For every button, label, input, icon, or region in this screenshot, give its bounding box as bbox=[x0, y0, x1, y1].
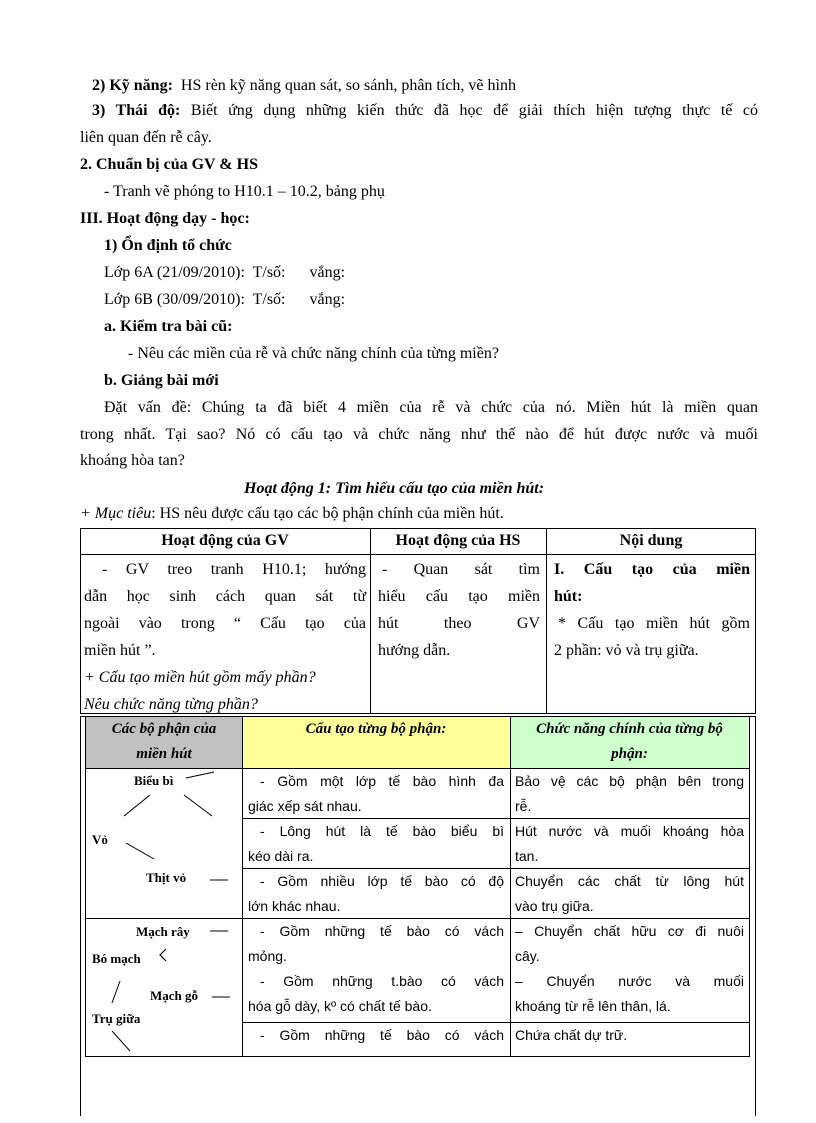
label-mach-ray: Mạch rây bbox=[136, 924, 190, 939]
intro-paragraph bbox=[80, 395, 758, 475]
bieu-bi-pointer bbox=[186, 772, 214, 778]
row5-function: Chứa chất dự trữ. bbox=[515, 1027, 628, 1043]
skills-text: HS rèn kỹ năng quan sát, so sánh, phân tích, vẽ hình bbox=[180, 77, 516, 94]
row3-structure: - Gồm nhiều lớp tế bào có độ lớn khác nhau. bbox=[248, 873, 504, 914]
intro-line-2: trong nhất. Tại sao? Nó có cấu tạo và chức năng như thế nào để hút được nước và muối bbox=[80, 425, 758, 443]
activity1-title: Hoạt động 1: Tìm hiểu cấu tạo của miền hút: bbox=[244, 480, 545, 497]
gv-question-1: + Cấu tạo miền hút gồm mấy phần? bbox=[84, 669, 316, 686]
vo-branch-right bbox=[184, 795, 212, 816]
activity-table bbox=[80, 528, 756, 714]
attitude-line-2: liên quan đến rễ cây. bbox=[80, 128, 212, 146]
row4-function: – Chuyển chất hữu cơ đi nuôi cây. – Chuyển nước và muối khoáng từ rễ lên thân, lá. bbox=[515, 923, 744, 1014]
attitude-label: 3) Thái độ: bbox=[92, 102, 181, 119]
row1-function: Bảo vệ các bộ phận bên trong rễ. bbox=[515, 773, 744, 814]
parts-header: Các bộ phận của miền hút bbox=[111, 721, 217, 762]
content-heading: I. Cấu tạo của miền bbox=[554, 561, 750, 578]
check-question: - Nêu các miền của rễ và chức năng chính của từng miền? bbox=[128, 345, 499, 362]
tru-giua-branch-down bbox=[112, 1031, 130, 1051]
row1-structure: - Gồm một lớp tế bào hình đa giác xếp sát nhau. bbox=[248, 773, 504, 814]
attitude-paragraph bbox=[80, 98, 758, 151]
header-gv: Hoạt động của GV bbox=[161, 532, 289, 549]
row4-structure: - Gồm những tế bào có vách mỏng. - Gồm những t.bào có vách hóa gỗ dày, kº có chất tế bào. bbox=[248, 923, 504, 1014]
label-vo: Vỏ bbox=[92, 832, 108, 847]
bo-mach-bracket bbox=[160, 949, 166, 961]
prep-heading: 2. Chuẩn bị của GV & HS bbox=[80, 156, 258, 173]
gv-activity: - GV treo tranh H10.1; hướng dẫn học sinh cách quan sát từ ngoài vào trong “ Cấu tạo của miền hút ”. + Cấu tạo miền hút gồm mấy phần? Nêu chức năng từng phần? bbox=[84, 556, 366, 718]
class-6b: Lớp 6B (30/09/2010): T/số: vắng: bbox=[104, 291, 346, 308]
class-6a: Lớp 6A (21/09/2010): T/số: vắng: bbox=[104, 264, 346, 281]
goal-label: + Mục tiêu bbox=[80, 505, 152, 522]
lesson-heading: b. Giảng bài mới bbox=[104, 372, 219, 389]
activities-heading: III. Hoạt động dạy - học: bbox=[80, 210, 250, 227]
intro-line-3: khoáng hòa tan? bbox=[80, 452, 185, 469]
structure-header: Cấu tạo từng bộ phận: bbox=[305, 721, 447, 737]
label-bieu-bi: Biểu bì bbox=[134, 773, 174, 788]
goal-text: : HS nêu được cấu tạo các bộ phận chính của miền hút. bbox=[151, 505, 504, 522]
goal-line bbox=[80, 504, 504, 524]
tru-giua-branch-up bbox=[112, 981, 120, 1003]
check-heading: a. Kiểm tra bài cũ: bbox=[104, 318, 233, 335]
header-hs: Hoạt động của HS bbox=[395, 532, 521, 549]
header-content: Nội dung bbox=[619, 532, 683, 549]
prep-item: - Tranh vẽ phóng to H10.1 – 10.2, bảng phụ bbox=[104, 183, 385, 200]
hs-activity: - Quan sát tìm hiểu cấu tạo miền hút theo GV hướng dẫn. bbox=[378, 561, 540, 659]
row2-structure: - Lông hút là tế bào biểu bì kéo dài ra. bbox=[248, 823, 504, 864]
row5-structure: - Gồm những tế bào có vách bbox=[260, 1027, 504, 1043]
function-header: Chức năng chính của từng bộ phận: bbox=[536, 721, 723, 762]
vo-branch-down bbox=[126, 843, 154, 859]
label-mach-go: Mạch gỗ bbox=[150, 988, 199, 1003]
skills-line bbox=[92, 76, 516, 96]
org-heading: 1) Ổn định tổ chức bbox=[104, 237, 232, 254]
content-cell: I. Cấu tạo của miền hút: * Cấu tạo miền hút gồm 2 phần: vỏ và trụ giữa. bbox=[554, 556, 750, 664]
label-bo-mach: Bó mạch bbox=[92, 951, 141, 966]
intro-line-1: Đặt vấn đề: Chúng ta đã biết 4 miền của rễ và chức của nó. Miền hút là miền quan bbox=[104, 399, 758, 416]
structure-table bbox=[80, 716, 756, 1116]
skills-label: 2) Kỹ năng: bbox=[92, 77, 173, 94]
gv-question-2: Nêu chức năng từng phần? bbox=[84, 696, 258, 713]
attitude-line-1: Biết ứng dụng những kiến thức đã học để giải thích hiện tượng thực tế có bbox=[190, 102, 759, 119]
vo-branch-up bbox=[124, 795, 150, 816]
label-thit-vo: Thịt vỏ bbox=[146, 870, 187, 885]
row3-function: Chuyển các chất từ lông hút vào trụ giữa. bbox=[515, 873, 744, 914]
row2-function: Hút nước và muối khoáng hòa tan. bbox=[515, 823, 744, 864]
label-tru-giua: Trụ giữa bbox=[92, 1011, 141, 1026]
